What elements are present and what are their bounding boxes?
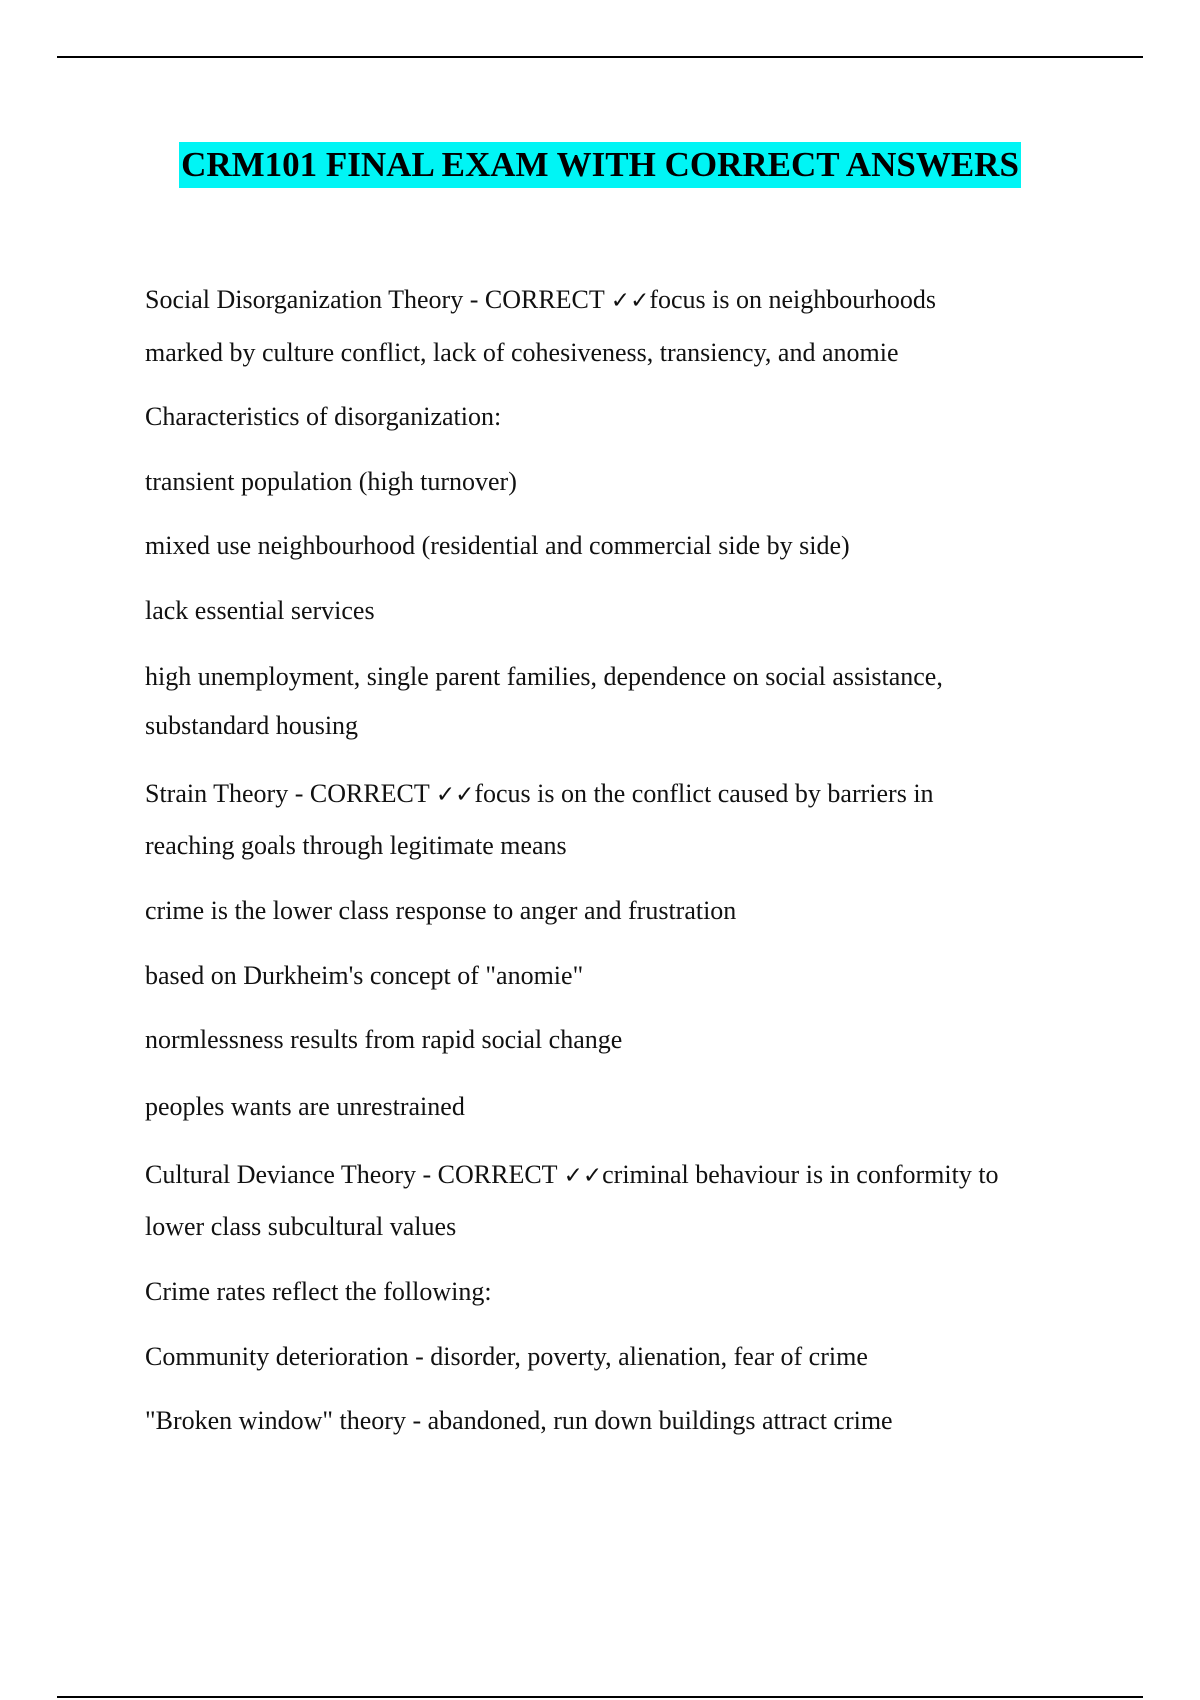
entry-social-disorganization-line1 xyxy=(145,284,936,317)
check-mark-icon: ✓✓ xyxy=(610,288,650,314)
entry-strain-theory-line1 xyxy=(145,778,934,811)
entry-answer: focus is on the conflict caused by barriers in xyxy=(474,779,934,808)
check-mark-icon: ✓✓ xyxy=(563,1163,603,1189)
text-line: substandard housing xyxy=(145,711,359,740)
text-line: transient population (high turnover) xyxy=(145,467,517,496)
text-line: high unemployment, single parent families, dependence on social assistance, xyxy=(145,662,943,691)
entry-term: Cultural Deviance Theory - CORRECT xyxy=(145,1160,564,1189)
entry-social-disorganization-line2: marked by culture conflict, lack of cohesiveness, transiency, and anomie xyxy=(145,338,899,367)
entry-answer: focus is on neighbourhoods xyxy=(649,285,937,314)
text-line: normlessness results from rapid social change xyxy=(145,1025,623,1054)
text-line: based on Durkheim's concept of "anomie" xyxy=(145,961,584,990)
title-block xyxy=(0,142,1200,188)
text-line: lack essential services xyxy=(145,596,375,625)
text-line: Characteristics of disorganization: xyxy=(145,402,502,431)
entry-term: Strain Theory - CORRECT xyxy=(145,779,436,808)
text-line: Community deterioration - disorder, poverty, alienation, fear of crime xyxy=(145,1342,868,1371)
entry-cultural-deviance-line1 xyxy=(145,1159,999,1192)
entry-strain-theory-line2: reaching goals through legitimate means xyxy=(145,831,567,860)
entry-term: Social Disorganization Theory - CORRECT xyxy=(145,285,611,314)
entry-answer: criminal behaviour is in conformity to xyxy=(602,1160,999,1189)
text-line: peoples wants are unrestrained xyxy=(145,1092,465,1121)
text-line: crime is the lower class response to anger and frustration xyxy=(145,896,737,925)
text-line: "Broken window" theory - abandoned, run down buildings attract crime xyxy=(145,1406,893,1435)
text-line: mixed use neighbourhood (residential and commercial side by side) xyxy=(145,531,850,560)
top-rule xyxy=(57,56,1143,58)
document-title: CRM101 FINAL EXAM WITH CORRECT ANSWERS xyxy=(179,142,1021,188)
text-line: Crime rates reflect the following: xyxy=(145,1277,492,1306)
check-mark-icon: ✓✓ xyxy=(435,782,475,808)
bottom-rule xyxy=(57,1696,1143,1698)
entry-cultural-deviance-line2: lower class subcultural values xyxy=(145,1212,457,1241)
